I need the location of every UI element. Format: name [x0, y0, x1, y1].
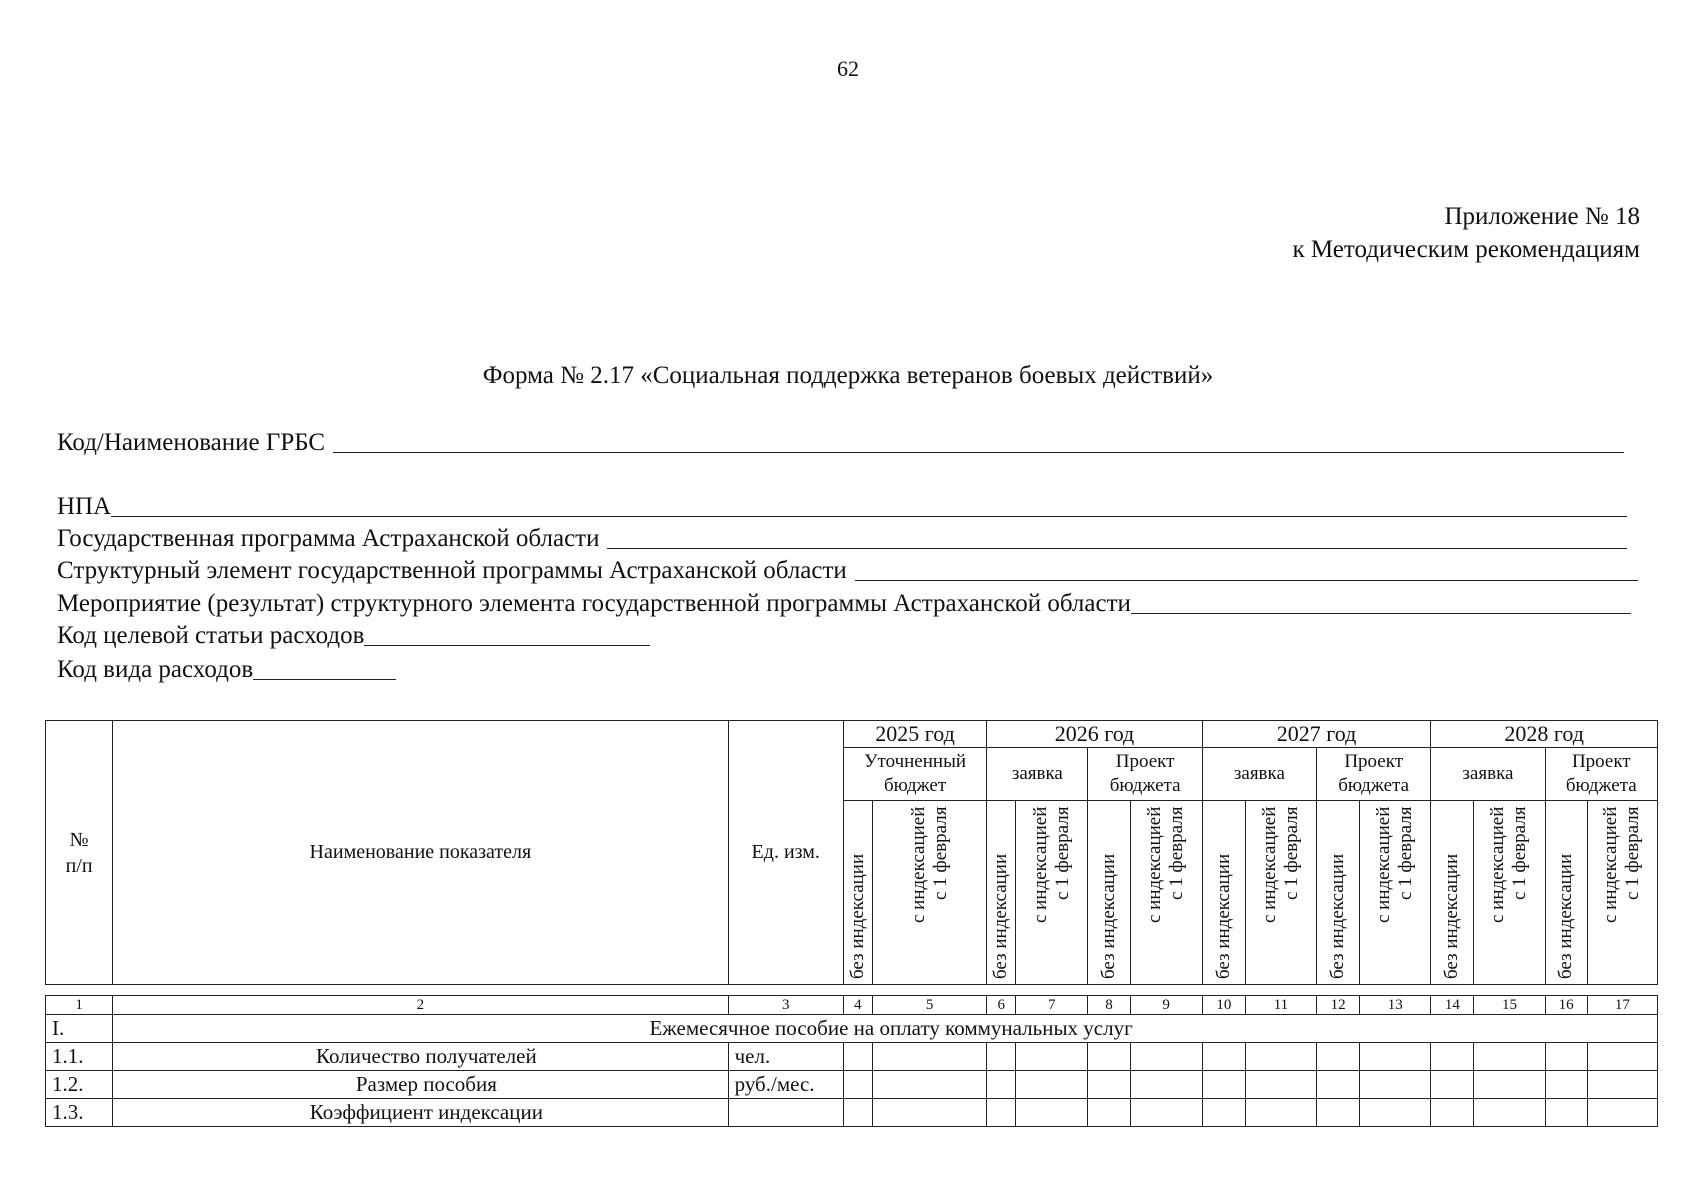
row-unit [728, 1099, 843, 1127]
measure-fill-line[interactable] [1131, 591, 1631, 614]
without-index-col-16: без индексации [1545, 801, 1587, 985]
row-number: 1.1. [46, 1043, 113, 1071]
year-2025-header: 2025 год [843, 721, 986, 748]
value-cell[interactable] [987, 1099, 1016, 1127]
value-cell[interactable] [1202, 1043, 1245, 1071]
value-cell[interactable] [1360, 1071, 1431, 1099]
value-cell[interactable] [1360, 1043, 1431, 1071]
value-cell[interactable] [987, 1071, 1016, 1099]
col-num-header: № п/п [46, 721, 113, 985]
with-index-col-15: с индексацией с 1 февраля [1474, 801, 1545, 985]
value-cell[interactable] [1587, 1043, 1657, 1071]
col-number: 5 [872, 996, 986, 1015]
appendix-line-2: к Методическим рекомендациям [1292, 236, 1640, 263]
row-number: 1.2. [46, 1071, 113, 1099]
col-number: 15 [1474, 996, 1545, 1015]
year-2026-header: 2026 год [987, 721, 1203, 748]
header-gap [46, 985, 1658, 996]
value-cell[interactable] [1245, 1043, 1316, 1071]
kcsr-label: Код целевой статьи расходов [57, 622, 365, 649]
header-row-years [46, 721, 1658, 748]
gos-program-label: Государственная программа Астраханской области [57, 525, 600, 552]
col-number: 2 [113, 996, 728, 1015]
gos-program-fill-line[interactable] [607, 526, 1627, 549]
with-index-col-5: с индексацией с 1 февраля [872, 801, 986, 985]
project-budget-2027: Проект бюджета [1317, 748, 1431, 801]
value-cell[interactable] [1088, 1099, 1130, 1127]
with-index-col-7: с индексацией с 1 февраля [1016, 801, 1088, 985]
row-unit: руб./мес. [728, 1071, 843, 1099]
grbs-fill-line[interactable] [333, 430, 1624, 453]
without-index-col-8: без индексации [1088, 801, 1130, 985]
kvr-fill-line[interactable] [253, 657, 396, 680]
value-cell[interactable] [843, 1099, 872, 1127]
col-number: 10 [1202, 996, 1245, 1015]
value-cell[interactable] [1016, 1099, 1088, 1127]
value-cell[interactable] [872, 1099, 986, 1127]
value-cell[interactable] [1245, 1071, 1316, 1099]
row-section-title: Ежемесячное пособие на оплату коммунальных услуг [113, 1015, 1658, 1043]
measure-label: Мероприятие (результат) структурного элемента государственной программы Астраханской области [57, 590, 1131, 617]
kvr-label: Код вида расходов [57, 656, 254, 683]
value-cell[interactable] [843, 1071, 872, 1099]
without-index-col-14: без индексации [1431, 801, 1474, 985]
npa-label: НПА [57, 493, 112, 520]
col-number: 12 [1317, 996, 1360, 1015]
col-unit-header: Ед. изм. [728, 721, 843, 985]
without-index-col-10: без индексации [1202, 801, 1245, 985]
value-cell[interactable] [987, 1043, 1016, 1071]
value-cell[interactable] [1202, 1099, 1245, 1127]
value-cell[interactable] [872, 1071, 986, 1099]
col-number: 17 [1587, 996, 1657, 1015]
with-index-col-13: с индексацией с 1 февраля [1360, 801, 1431, 985]
grbs-field [57, 428, 1624, 458]
project-budget-2026: Проект бюджета [1088, 748, 1202, 801]
request-2027: заявка [1202, 748, 1316, 801]
value-cell[interactable] [1431, 1099, 1474, 1127]
value-cell[interactable] [1016, 1071, 1088, 1099]
appendix-header [1292, 200, 1640, 266]
indicators-table [45, 720, 1658, 1127]
without-index-col-4: без индексации [843, 801, 872, 985]
row-number: I. [46, 1015, 113, 1043]
value-cell[interactable] [1545, 1099, 1587, 1127]
col-number: 11 [1245, 996, 1316, 1015]
measure-field [57, 589, 1631, 619]
kvr-field [57, 655, 396, 685]
row-name: Размер пособия [113, 1071, 728, 1099]
with-index-col-9: с индексацией с 1 февраля [1130, 801, 1202, 985]
value-cell[interactable] [1245, 1099, 1316, 1127]
table-row [46, 1043, 1658, 1071]
refined-budget-2025: Уточненный бюджет [843, 748, 986, 801]
value-cell[interactable] [1545, 1043, 1587, 1071]
with-index-col-17: с индексацией с 1 февраля [1587, 801, 1657, 985]
row-unit: чел. [728, 1043, 843, 1071]
col-number: 3 [728, 996, 843, 1015]
grbs-label: Код/Наименование ГРБС [57, 429, 326, 456]
table-row [46, 1071, 1658, 1099]
value-cell[interactable] [1202, 1071, 1245, 1099]
npa-field [57, 492, 1627, 522]
col-number: 13 [1360, 996, 1431, 1015]
col-number: 14 [1431, 996, 1474, 1015]
without-index-col-12: без индексации [1317, 801, 1360, 985]
form-title: Форма № 2.17 «Социальная поддержка ветеранов боевых действий» [482, 362, 1214, 389]
value-cell[interactable] [1130, 1099, 1202, 1127]
col-number: 16 [1545, 996, 1587, 1015]
value-cell[interactable] [1130, 1071, 1202, 1099]
col-name-header: Наименование показателя [113, 721, 728, 985]
value-cell[interactable] [872, 1043, 986, 1071]
year-2028-header: 2028 год [1431, 721, 1658, 748]
value-cell[interactable] [1587, 1071, 1657, 1099]
col-number: 8 [1088, 996, 1130, 1015]
value-cell[interactable] [1587, 1099, 1657, 1127]
col-number: 7 [1016, 996, 1088, 1015]
value-cell[interactable] [1088, 1043, 1130, 1071]
value-cell[interactable] [1360, 1099, 1431, 1127]
value-cell[interactable] [1130, 1043, 1202, 1071]
project-budget-2028: Проект бюджета [1545, 748, 1657, 801]
request-2026: заявка [987, 748, 1088, 801]
without-index-col-6: без индексации [987, 801, 1016, 985]
col-number: 1 [46, 996, 113, 1015]
gos-program-field [57, 524, 1627, 554]
value-cell[interactable] [1431, 1043, 1474, 1071]
kcsr-fill-line[interactable] [364, 623, 650, 646]
value-cell[interactable] [1317, 1071, 1360, 1099]
table-row [46, 1099, 1658, 1127]
value-cell[interactable] [1474, 1043, 1545, 1071]
row-name: Коэффициент индексации [113, 1099, 728, 1127]
struct-element-label: Структурный элемент государственной программы Астраханской области [57, 557, 847, 584]
struct-element-fill-line[interactable] [855, 558, 1638, 581]
year-2027-header: 2027 год [1202, 721, 1431, 748]
col-number: 4 [843, 996, 872, 1015]
value-cell[interactable] [1317, 1099, 1360, 1127]
value-cell[interactable] [1474, 1071, 1545, 1099]
appendix-line-1: Приложение № 18 [1444, 203, 1640, 230]
col-number: 9 [1130, 996, 1202, 1015]
page-number: 62 [837, 56, 859, 81]
row-name: Количество получателей [113, 1043, 728, 1071]
value-cell[interactable] [1016, 1043, 1088, 1071]
request-2028: заявка [1431, 748, 1545, 801]
struct-element-field [57, 556, 1638, 586]
col-number: 6 [987, 996, 1016, 1015]
row-number: 1.3. [46, 1099, 113, 1127]
value-cell[interactable] [1317, 1043, 1360, 1071]
npa-fill-line[interactable] [111, 494, 1627, 517]
with-index-col-11: с индексацией с 1 февраля [1245, 801, 1316, 985]
column-numbers-row [46, 996, 1658, 1015]
value-cell[interactable] [1431, 1071, 1474, 1099]
value-cell[interactable] [1088, 1071, 1130, 1099]
value-cell[interactable] [1474, 1099, 1545, 1127]
value-cell[interactable] [1545, 1071, 1587, 1099]
value-cell[interactable] [843, 1043, 872, 1071]
kcsr-field [57, 621, 650, 651]
table-row [46, 1015, 1658, 1043]
